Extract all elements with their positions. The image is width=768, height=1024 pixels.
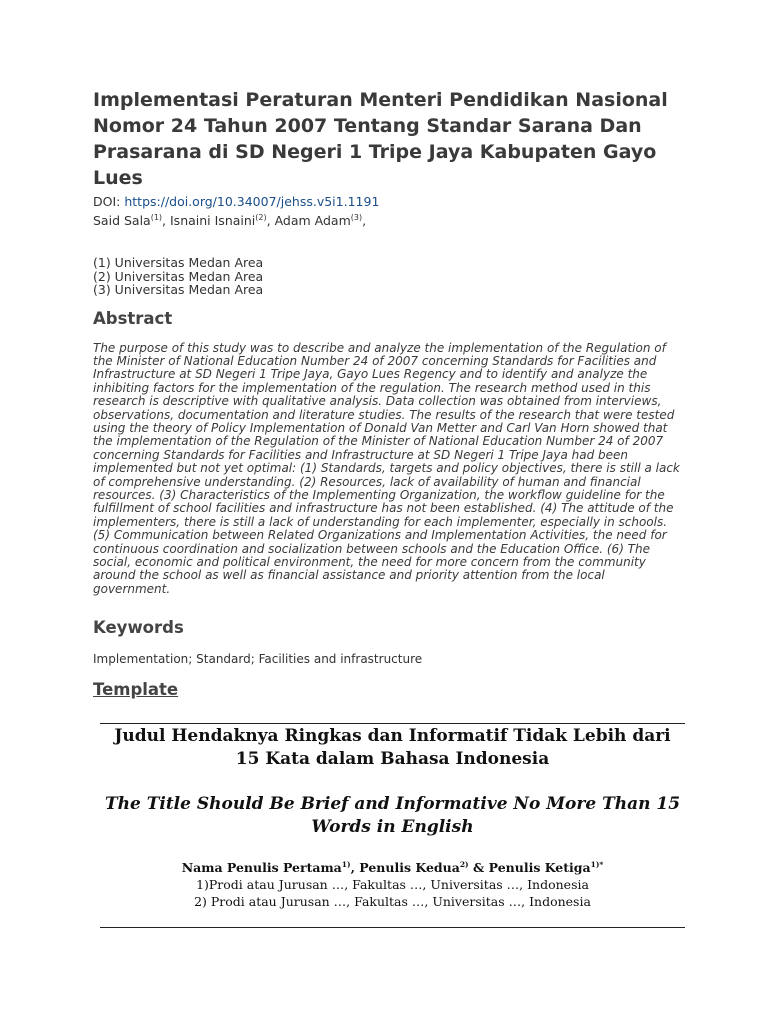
keywords-text: Implementation; Standard; Facilities and infrastructure [93, 652, 423, 667]
doi-line [93, 194, 683, 210]
template-author-sup: 1)* [590, 860, 604, 869]
template-author: Nama Penulis Pertama [181, 860, 342, 875]
affiliation-item: (2) Universitas Medan Area [93, 268, 264, 284]
author-sup: (2) [255, 213, 267, 222]
abstract-text: The purpose of this study was to describe and analyze the implementation of the Regulation of the Minister of National Education Number 24 of 2007 concerning Standards for Facilities and Infrastructure at SD Negeri 1 Tripe Jaya, Gayo Lues Regency and to identify and analyze the inhibiting factors for the implementation of the regulation. The research method used in this research is descriptive with qualitative analysis. Data collection was obtained from interviews, observations, documentation and literature studies. The results of the research that were tested using the theory of Policy Implementation of Donald Van Metter and Carl Van Horn showed that the implementation of the Regulation of the Minister of National Education Number 24 of 2007 concerning Standards for Facilities and Infrastructure at SD Negeri 1 Tripe Jaya had been implemented but not yet optimal: (1) Standards, targets and policy objectives, there is still a lack of comprehensive understanding. (2) Resources, lack of availability of human and financial resources. (3) Characteristics of the Implementing Organization, the workflow guideline for the fulfillment of school facilities and infrastructure has not been established. (4) The attitude of the implementers, there is still a lack of understanding for each implementer, especially in schools. (5) Communication between Related Organizations and Implementation Activities, the need for continuous coordination and socialization between schools and the Education Office. (6) The social, economic and political environment, the need for more concern from the community around the school as well as financial assistance and priority attention from the local government. [93, 340, 680, 596]
article-title: Implementasi Peraturan Menteri Pendidikan Nasional Nomor 24 Tahun 2007 Tentang Standar Sarana Dan Prasarana di SD Negeri 1 Tripe Jaya Kabupaten Gayo Lues [93, 89, 668, 189]
author-sup: (1) [150, 213, 163, 222]
template-title-english: The Title Should Be Brief and Informative No More Than 15 Words in English [104, 794, 681, 837]
article-page [93, 87, 683, 700]
author-sup: (3) [350, 213, 363, 222]
template-affiliation: 2) Prodi atau Jurusan …, Fakultas …, Universitas …, Indonesia [194, 894, 591, 909]
template-authors: Nama Penulis Pertama$^{1)}$, Penulis Kedua$^{2)}$ & Penulis Ketiga$^{1)*}$ [181, 860, 604, 875]
template-affiliation: 1)Prodi atau Jurusan …, Fakultas …, Universitas …, Indonesia [196, 877, 589, 892]
abstract-heading: Abstract [93, 308, 173, 328]
author-name: Said Sala [93, 213, 151, 228]
divider [100, 927, 685, 928]
template-author: Penulis Ketiga [488, 860, 591, 875]
template-author: Penulis Kedua [359, 860, 460, 875]
author-name: Isnaini Isnaini [170, 213, 256, 228]
doi-label: DOI: [93, 194, 125, 209]
affiliation-item: (1) Universitas Medan Area [93, 255, 264, 270]
template-preview [100, 723, 685, 910]
template-author-sup: 2) [459, 860, 469, 869]
doi-link[interactable]: https://doi.org/10.34007/jehss.v5i1.1191 [124, 194, 380, 209]
template-title-indonesian: Judul Hendaknya Ringkas dan Informatif Tidak Lebih dari 15 Kata dalam Bahasa Indonesia [114, 726, 671, 769]
author-name: Adam Adam [274, 213, 351, 228]
affiliation-list [93, 256, 683, 297]
author-list: Said Sala$^{(1)}$, Isnaini Isnaini$^{(2)}$, Adam Adam$^{(3)}$, [93, 213, 367, 228]
keywords-heading: Keywords [93, 618, 184, 638]
template-heading: Template [93, 680, 179, 700]
template-author-sup: 1) [341, 860, 351, 869]
affiliation-item: (3) Universitas Medan Area [93, 282, 264, 297]
